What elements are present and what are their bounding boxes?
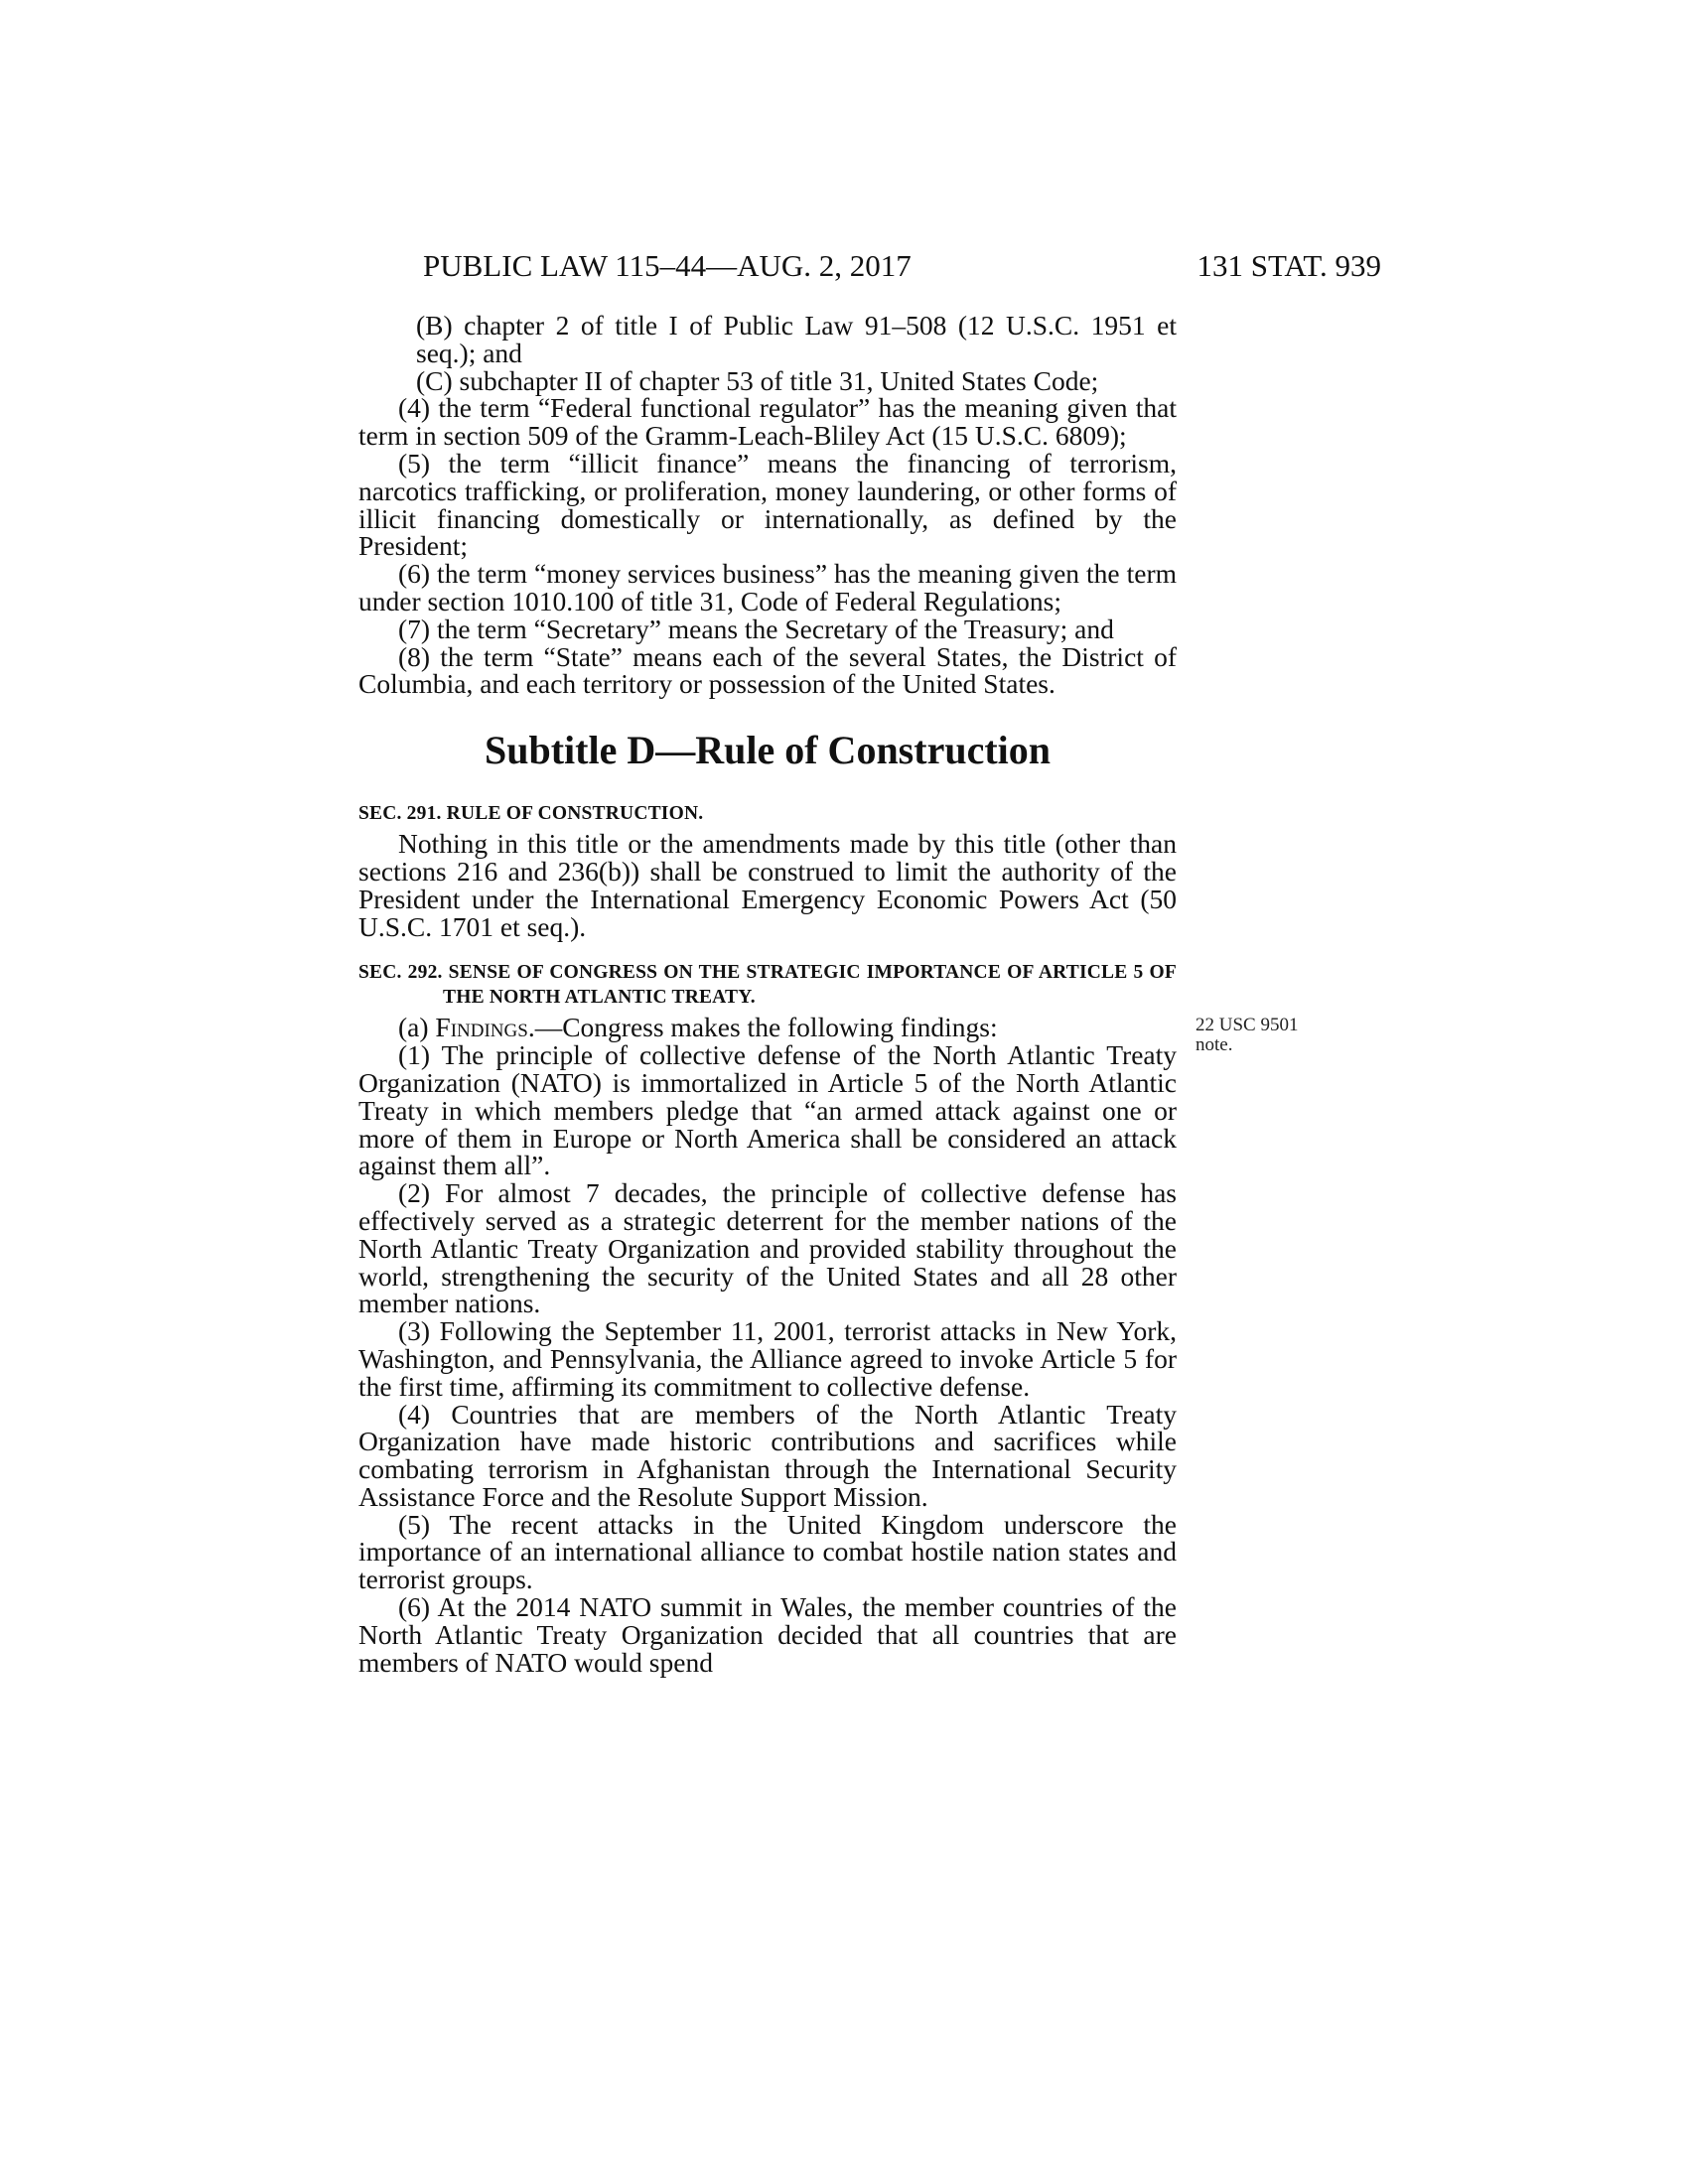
findings-label: Findings: [435, 1012, 528, 1043]
paragraph-5: (5) the term “illicit finance” means the financing of terrorism, narcotics trafficking, or proliferation, money laundering, or other forms of illicit financing domestically or internationally, as defined by the President;: [358, 447, 1177, 562]
paragraph-c: (C) subchapter II of chapter 53 of title 31, United States Code;: [416, 364, 1099, 396]
finding-3: (3) Following the September 11, 2001, terrorist attacks in New York, Washington, and Pennsylvania, the Alliance agreed to invoke Article 5 for the first time, affirming its commitment to collective defense.: [358, 1315, 1177, 1402]
section-291-heading: SEC. 291. RULE OF CONSTRUCTION.: [358, 803, 704, 825]
statute-page-number: 131 STAT. 939: [1196, 248, 1381, 283]
paragraph-8: (8) the term “State” means each of the several States, the District of Columbia, and each territory or possession of the United States.: [358, 640, 1177, 700]
document-body: [358, 312, 1177, 1676]
finding-4: (4) Countries that are members of the North Atlantic Treaty Organization have made historic contributions and sacrifices while combating terrorism in Afghanistan through the International Security Assistance Force and the Resolute Support Mission.: [358, 1398, 1177, 1512]
running-header: [423, 246, 1381, 286]
paragraph-b: (B) chapter 2 of title I of Public Law 91–508 (12 U.S.C. 1951 et seq.); and: [416, 310, 1177, 368]
section-292-heading: SEC. 292. SENSE OF CONGRESS ON THE STRATEGIC IMPORTANCE OF ARTICLE 5 OF THE NORTH ATLANTIC TREATY.: [358, 962, 1177, 1009]
section-291-text: Nothing in this title or the amendments made by this title (other than sections 216 and 236(b)) shall be construed to limit the authority of the President under the International Emergency Economic Powers Act (50 U.S.C. 1701 et seq.).: [358, 828, 1177, 942]
finding-6: (6) At the 2014 NATO summit in Wales, the member countries of the North Atlantic Treaty Organization decided that all countries that are members of NATO would spend: [358, 1591, 1177, 1678]
finding-5: (5) The recent attacks in the United Kingdom underscore the importance of an international alliance to combat hostile nation states and terrorist groups.: [358, 1508, 1177, 1595]
findings-prefix: (a): [398, 1012, 436, 1043]
usc-margin-note: 22 USC 9501 note.: [1196, 1015, 1299, 1055]
paragraph-7: (7) the term “Secretary” means the Secretary of the Treasury; and: [398, 613, 1114, 644]
paragraph-6: (6) the term “money services business” has the meaning given the term under section 1010.100 of title 31, Code of Federal Regulations;: [358, 558, 1177, 616]
findings-text: .—Congress makes the following findings:: [527, 1012, 998, 1043]
public-law-citation: PUBLIC LAW 115–44—AUG. 2, 2017: [423, 248, 912, 283]
finding-2: (2) For almost 7 decades, the principle of collective defense has effectively served as a strategic deterrent for the member nations of the North Atlantic Treaty Organization and provided stability throughout the world, strengthening the security of the United States and all 28 other member nations.: [358, 1177, 1177, 1319]
finding-1: (1) The principle of collective defense of the North Atlantic Treaty Organization (NATO) is immortalized in Article 5 of the North Atlantic Treaty in which members pledge that “an armed attack against one or more of them in Europe or North America shall be considered an attack against them all”.: [358, 1039, 1177, 1181]
paragraph-4: (4) the term “Federal functional regulator” has the meaning given that term in section 509 of the Gramm-Leach-Bliley Act (15 U.S.C. 6809);: [358, 392, 1177, 452]
findings-intro: [358, 1014, 1177, 1041]
subtitle-heading: Subtitle D—Rule of Construction: [484, 728, 1052, 773]
